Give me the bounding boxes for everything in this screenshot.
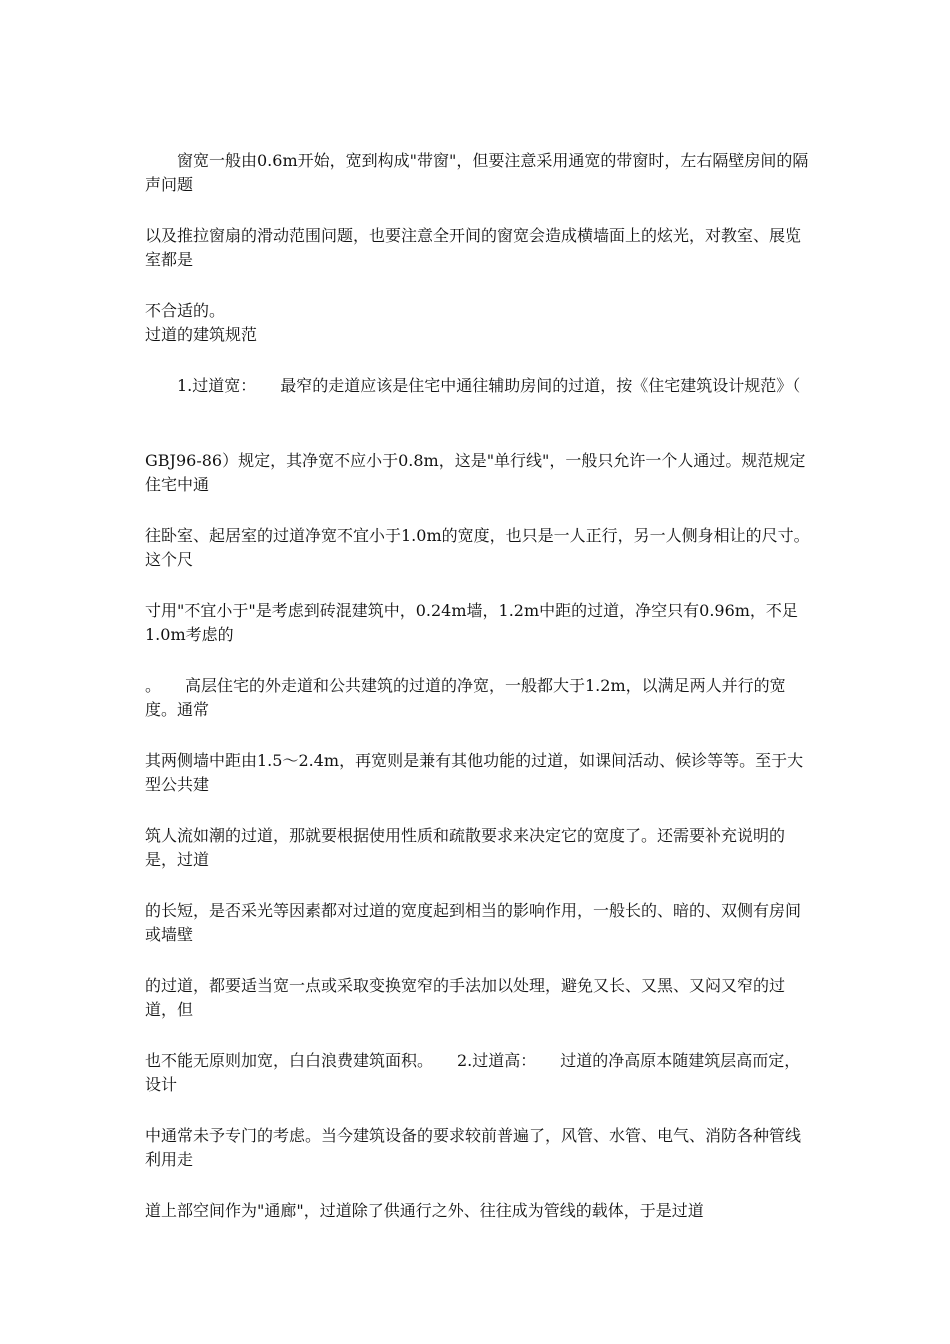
paragraph-length-lighting: 的长短，是否采光等因素都对过道的宽度起到相当的影响作用，一般长的、暗的、双侧有房间或墙壁 (145, 901, 802, 944)
paragraph-passage-space: 道上部空间作为"通廊"，过道除了供通行之外、往往成为管线的载体，于是过道 (145, 1201, 704, 1220)
paragraph-not-less-than: 寸用"不宜小于"是考虑到砖混建筑中，0.24m墙，1.2m中距的过道，净空只有0.96m，不足1.0m考虑的 (145, 601, 798, 644)
section-heading-corridor-code: 过道的建筑规范 (145, 325, 258, 344)
paragraph-unsuitable: 不合适的。 (145, 301, 226, 320)
paragraph-wall-spacing: 其两侧墙中距由1.5～2.4m，再宽则是兼有其他功能的过道，如课间活动、候诊等等。至于大型公共建 (145, 751, 804, 794)
paragraph-gbj-spec: GBJ96-86）规定，其净宽不应小于0.8m，这是"单行线"，一般只允许一个人通过。规范规定住宅中通 (145, 451, 806, 494)
paragraph-corridor-height: 也不能无原则加宽，白白浪费建筑面积。 2.过道高： 过道的净高原本随建筑层高而定，设计 (145, 1051, 801, 1094)
paragraph-bedroom-corridor: 往卧室、起居室的过道净宽不宜小于1.0m的宽度，也只是一人正行，另一人侧身相让的尺寸。这个尺 (145, 526, 810, 569)
paragraph-widen-treatment: 的过道，都要适当宽一点或采取变换宽窄的手法加以处理，避免又长、又黑、又闷又窄的过道，但 (145, 976, 786, 1019)
paragraph-highrise-corridor: 。 高层住宅的外走道和公共建筑的过道的净宽，一般都大于1.2m，以满足两人并行的宽度。通常 (145, 676, 786, 719)
paragraph-building-services: 中通常未予专门的考虑。当今建筑设备的要求较前普遍了，风管、水管、电气、消防各种管线利用走 (145, 1126, 802, 1169)
paragraph-public-building: 筑人流如潮的过道，那就要根据使用性质和疏散要求来决定它的宽度了。还需要补充说明的是，过道 (145, 826, 786, 869)
paragraph-sliding-sash: 以及推拉窗扇的滑动范围问题，也要注意全开间的窗宽会造成横墙面上的炫光，对教室、展览室都是 (145, 226, 802, 269)
paragraph-corridor-width: 1.过道宽： 最窄的走道应该是住宅中通往辅助房间的过道，按《住宅建筑设计规范》（ (145, 376, 801, 395)
paragraph-window-width: 窗宽一般由0.6m开始，宽到构成"带窗"，但要注意采用通宽的带窗时，左右隔壁房间的隔声问题 (145, 151, 809, 194)
